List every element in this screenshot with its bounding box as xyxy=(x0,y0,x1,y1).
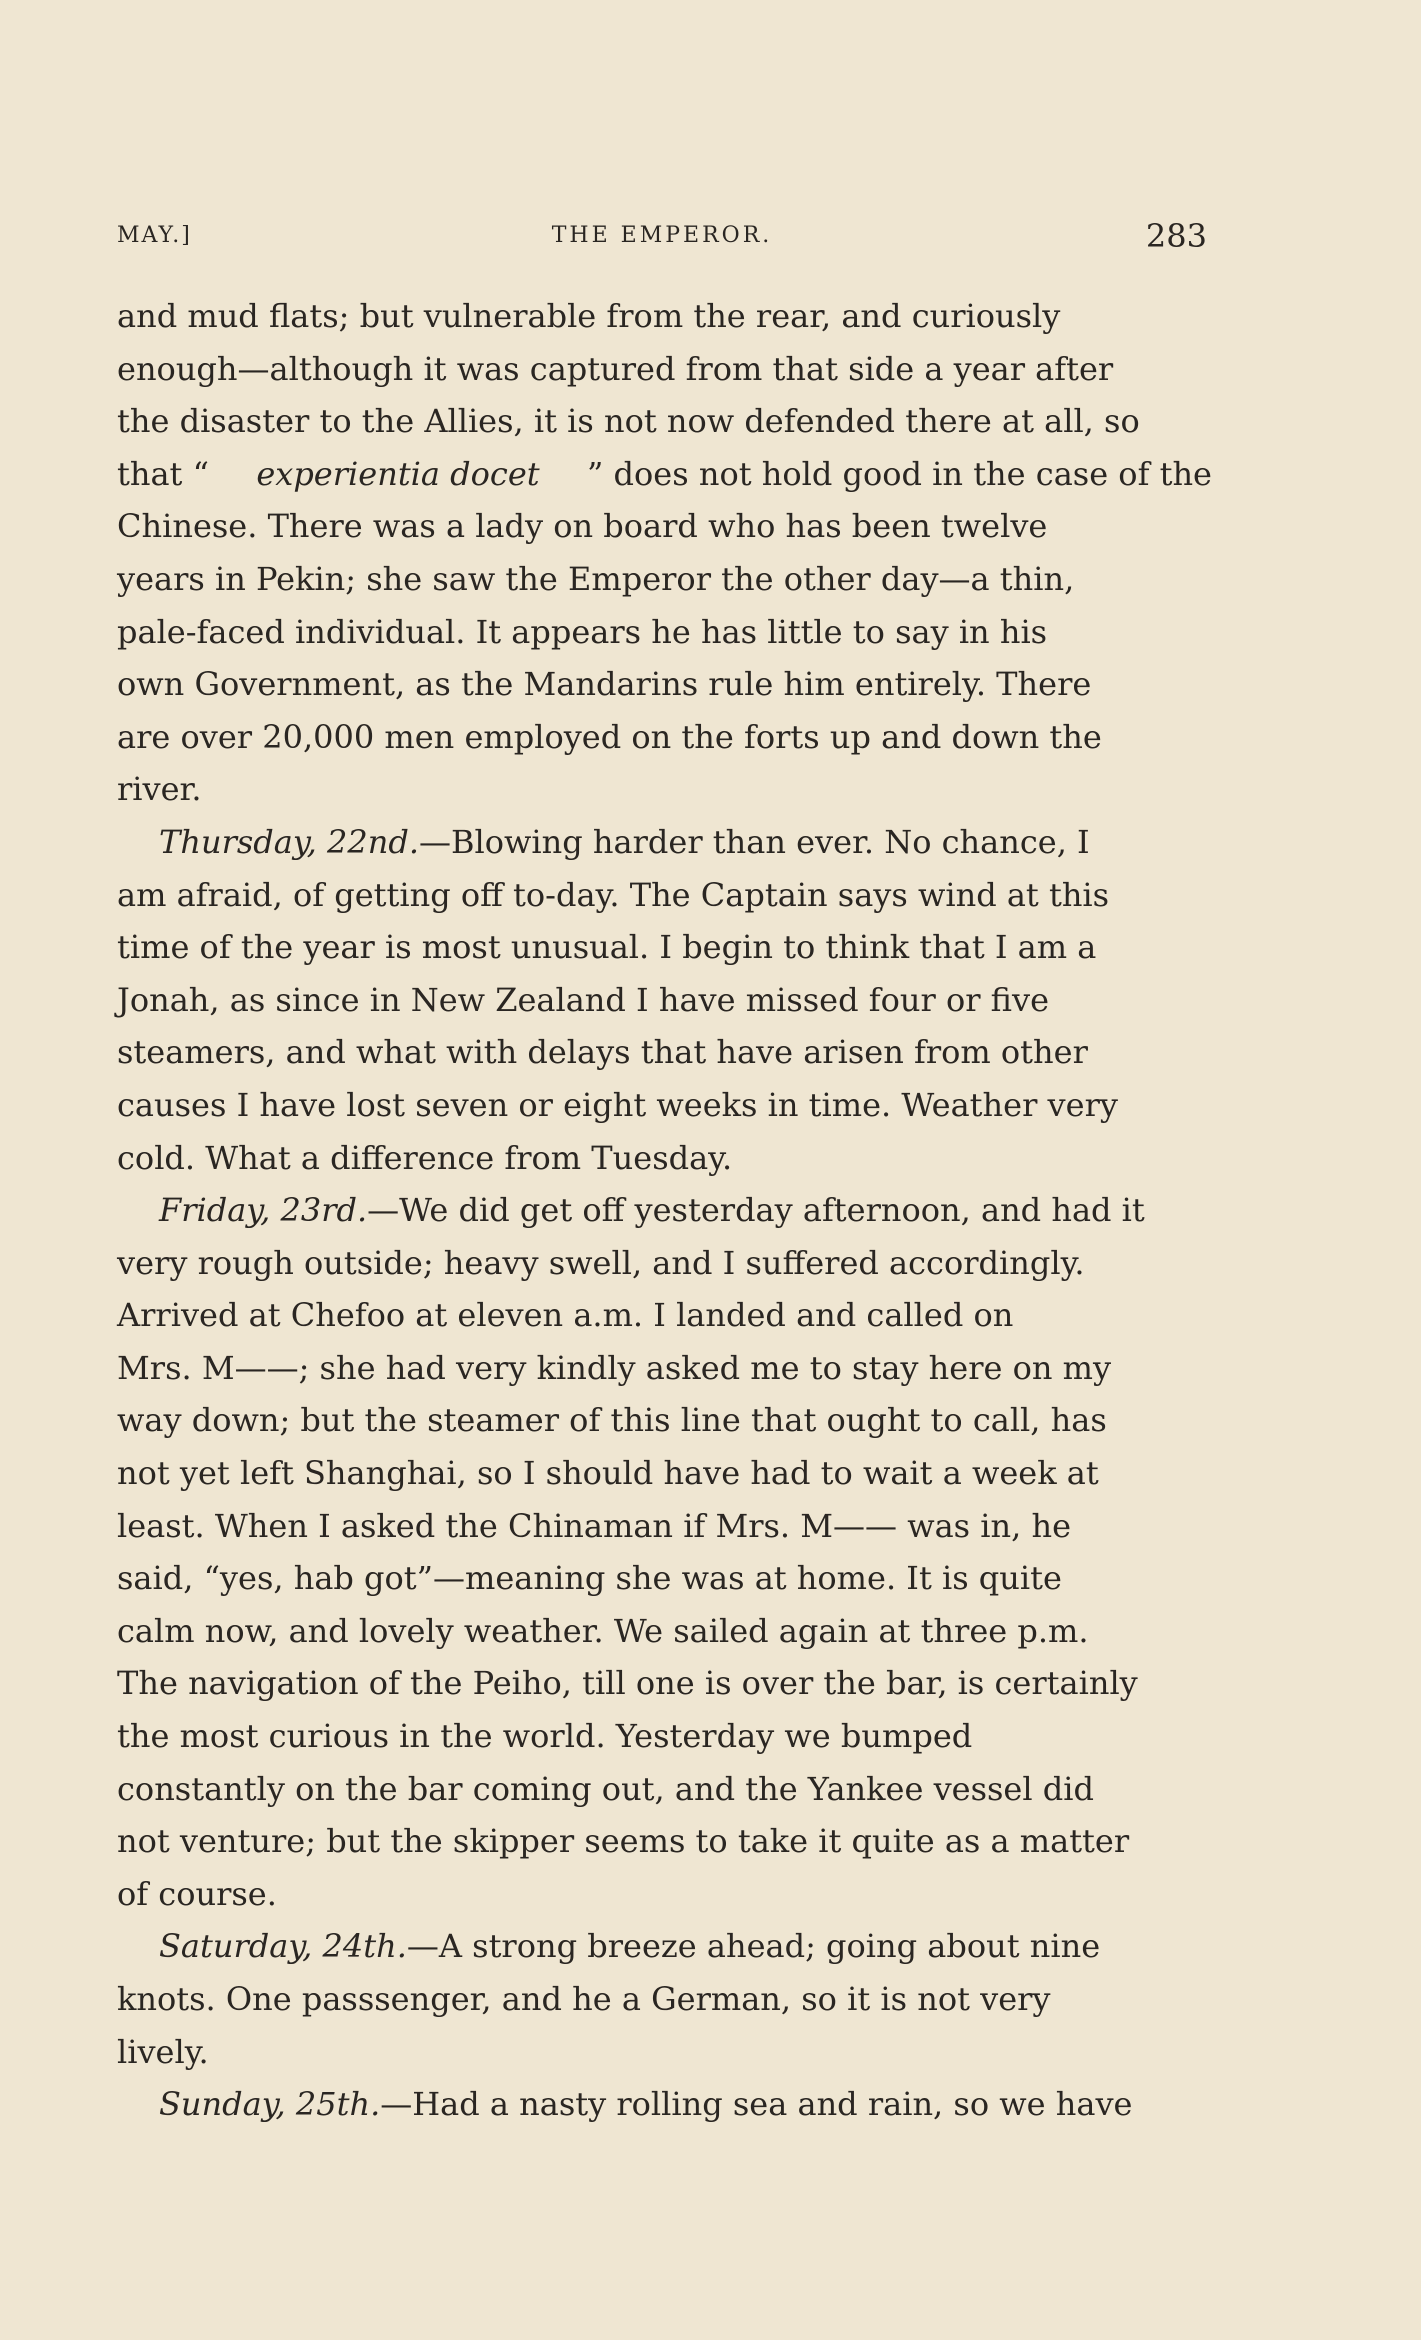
text-line: way down; but the steamer of this line that ought to call, has xyxy=(117,1401,1107,1440)
text-line: not yet left Shanghai, so I should have had to wait a week at xyxy=(117,1454,1099,1493)
header-title: THE EMPEROR. xyxy=(551,223,773,248)
text-line: am afraid, of getting off to-day. The Captain says wind at this xyxy=(117,875,1110,914)
text-line: and mud flats; but vulnerable from the rear, and curiously xyxy=(117,297,1061,335)
text-line: calm now, and lovely weather. We sailed again at three p.m. xyxy=(117,1611,1089,1650)
text-line: Arrived at Chefoo at eleven a.m. I landed and called on xyxy=(117,1296,1014,1335)
text-line: river. xyxy=(117,770,202,809)
text-line: the disaster to the Allies, it is not now defended there at all, so xyxy=(117,402,1140,441)
text-line: said, “yes, hab got”—meaning she was at home. It is quite xyxy=(117,1559,1062,1598)
text-line: cold. What a difference from Tuesday. xyxy=(117,1138,733,1177)
text-line: The navigation of the Peiho, till one is over the bar, is certainly xyxy=(117,1664,1138,1703)
running-header xyxy=(117,216,1207,256)
text-line: own Government, as the Mandarins rule him entirely. There xyxy=(117,665,1092,704)
text-line: not venture; but the skipper seems to take it quite as a matter xyxy=(117,1822,1130,1861)
page-number: 283 xyxy=(1145,217,1207,255)
text-line: very rough outside; heavy swell, and I suffered accordingly. xyxy=(117,1243,1085,1282)
entry-date: Sunday, 25th. xyxy=(159,2085,381,2124)
text-line: of course. xyxy=(117,1874,277,1913)
text-line: years in Pekin; she saw the Emperor the other day—a thin, xyxy=(117,559,1075,598)
entry-date: Friday, 23rd. xyxy=(159,1191,368,1230)
body-text xyxy=(117,290,1212,2131)
entry-date: Saturday, 24th. xyxy=(159,1927,407,1966)
text-line: least. When I asked the Chinaman if Mrs. M—— was in, he xyxy=(117,1506,1071,1545)
entry-sunday: Sunday, 25th.—Had a nasty rolling sea and rain, so we have xyxy=(159,2085,1133,2124)
text-line: that “ experientia docet ” does not hold good in the case of the xyxy=(117,448,1212,501)
entry-friday: Friday, 23rd.—We did get off yesterday afternoon, and had it xyxy=(159,1191,1145,1230)
text-line: pale-faced individual. It appears he has little to say in his xyxy=(117,612,1048,651)
header-left: MAY.] xyxy=(117,223,192,248)
text-line: the most curious in the world. Yesterday we bumped xyxy=(117,1717,973,1756)
text-line: steamers, and what with delays that have arisen from other xyxy=(117,1033,1088,1072)
text-line: Chinese. There was a lady on board who has been twelve xyxy=(117,507,1048,546)
entry-date: Thursday, 22nd. xyxy=(159,822,419,861)
entry-thursday: Thursday, 22nd.—Blowing harder than ever. No chance, I xyxy=(159,822,1090,861)
text-line: lively. xyxy=(117,2032,209,2071)
text-line: constantly on the bar coming out, and the Yankee vessel did xyxy=(117,1769,1094,1808)
text-line: time of the year is most unusual. I begin to think that I am a xyxy=(117,928,1097,967)
text-line: enough—although it was captured from that side a year after xyxy=(117,349,1114,388)
latin-phrase: experientia docet xyxy=(256,454,540,493)
text-line: Jonah, as since in New Zealand I have missed four or five xyxy=(117,980,1050,1019)
text-line: are over 20,000 men employed on the forts up and down the xyxy=(117,717,1102,756)
text-line: Mrs. M——; she had very kindly asked me to stay here on my xyxy=(117,1348,1112,1387)
text-line: causes I have lost seven or eight weeks in time. Weather very xyxy=(117,1085,1118,1124)
entry-saturday: Saturday, 24th.—A strong breeze ahead; going about nine xyxy=(159,1927,1101,1966)
text-line: knots. One passsenger, and he a German, so it is not very xyxy=(117,1980,1051,2018)
